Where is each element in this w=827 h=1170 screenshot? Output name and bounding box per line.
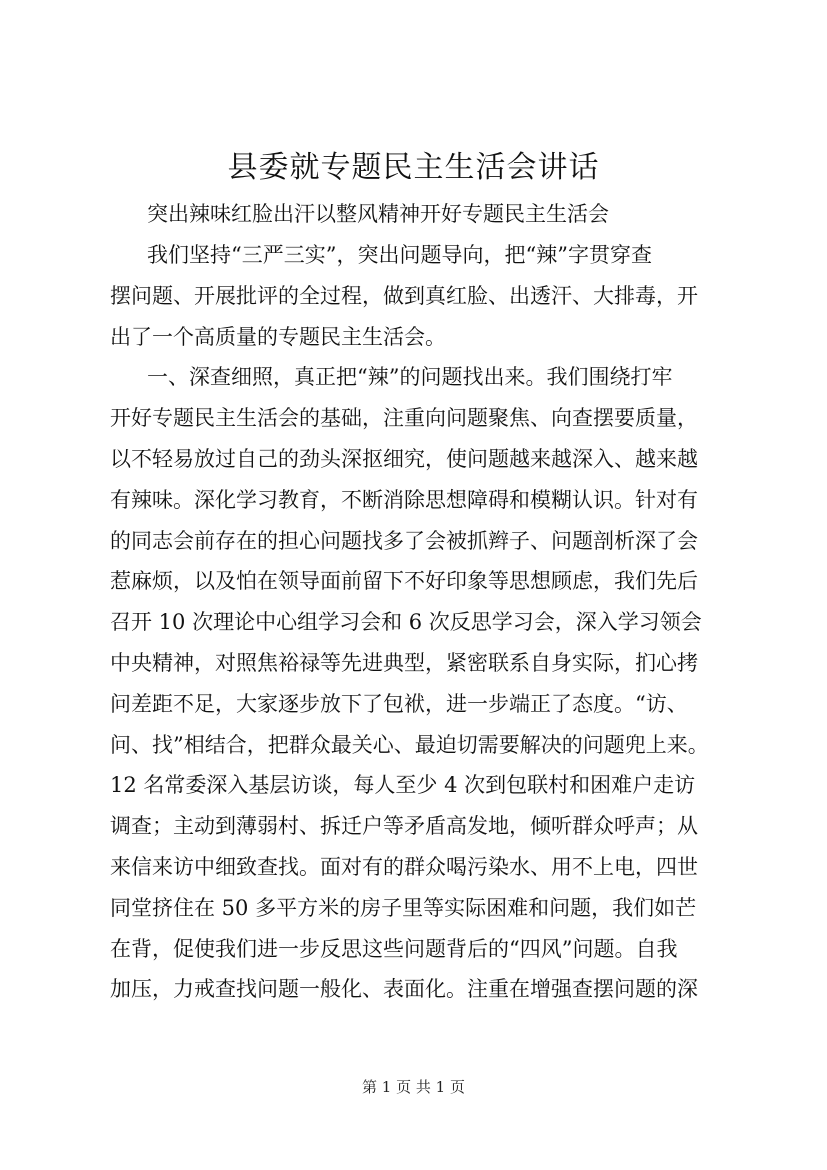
text-line: 摆问题、开展批评的全过程，做到真红脸、出透汗、大排毒，开 bbox=[110, 283, 698, 308]
text-line: 惹麻烦，以及怕在领导面前留下不好印象等思想顾虑，我们先后 bbox=[110, 569, 698, 594]
text-line: 出了一个高质量的专题民主生活会。 bbox=[110, 324, 446, 349]
text-line: 以不轻易放过自己的劲头深抠细究，使问题越来越深入、越来越 bbox=[110, 446, 698, 471]
text-line: 的同志会前存在的担心问题找多了会被抓辫子、问题剖析深了会 bbox=[110, 528, 698, 553]
text-line: 召开 10 次理论中心组学习会和 6 次反思学习会，深入学习领会 bbox=[110, 610, 702, 635]
text-line: 问差距不足，大家逐步放下了包袱，进一步端正了态度。“访、 bbox=[110, 691, 688, 716]
text-line: 12 名常委深入基层访谈，每人至少 4 次到包联村和困难户走访 bbox=[110, 773, 696, 798]
text-line: 一、深查细照，真正把“辣”的问题找出来。我们围绕打牢 bbox=[147, 365, 673, 390]
text-line: 同堂挤住在 50 多平方米的房子里等实际困难和问题，我们如芒 bbox=[110, 895, 697, 920]
text-line: 我们坚持“三严三实”，突出问题导向，把“辣”字贯穿查 bbox=[147, 243, 652, 267]
text-line: 在背，促使我们进一步反思这些问题背后的“四风”问题。自我 bbox=[110, 936, 678, 961]
text-line: 开好专题民主生活会的基础，注重向问题聚焦、向查摆要质量， bbox=[110, 406, 698, 431]
body-text bbox=[110, 235, 730, 1010]
text-line: 有辣味。深化学习教育，不断消除思想障碍和模糊认识。针对有 bbox=[110, 487, 698, 512]
page-footer: 第 1 页 共 1 页 bbox=[362, 1078, 465, 1096]
text-line: 加压，力戒查找问题一般化、表面化。注重在增强查摆问题的深 bbox=[110, 977, 698, 1002]
text-line: 调查；主动到薄弱村、拆迁户等矛盾高发地，倾听群众呼声；从 bbox=[110, 814, 698, 839]
document-subtitle: 突出辣味红脸出汗以整风精神开好专题民主生活会 bbox=[147, 202, 609, 226]
text-line: 中央精神，对照焦裕禄等先进典型，紧密联系自身实际，扪心拷 bbox=[110, 650, 698, 675]
document-title: 县委就专题民主生活会讲话 bbox=[227, 150, 600, 185]
text-line: 问、找”相结合，把群众最关心、最迫切需要解决的问题兜上来。 bbox=[110, 732, 709, 757]
text-line: 来信来访中细致查找。面对有的群众喝污染水、用不上电，四世 bbox=[110, 854, 698, 879]
